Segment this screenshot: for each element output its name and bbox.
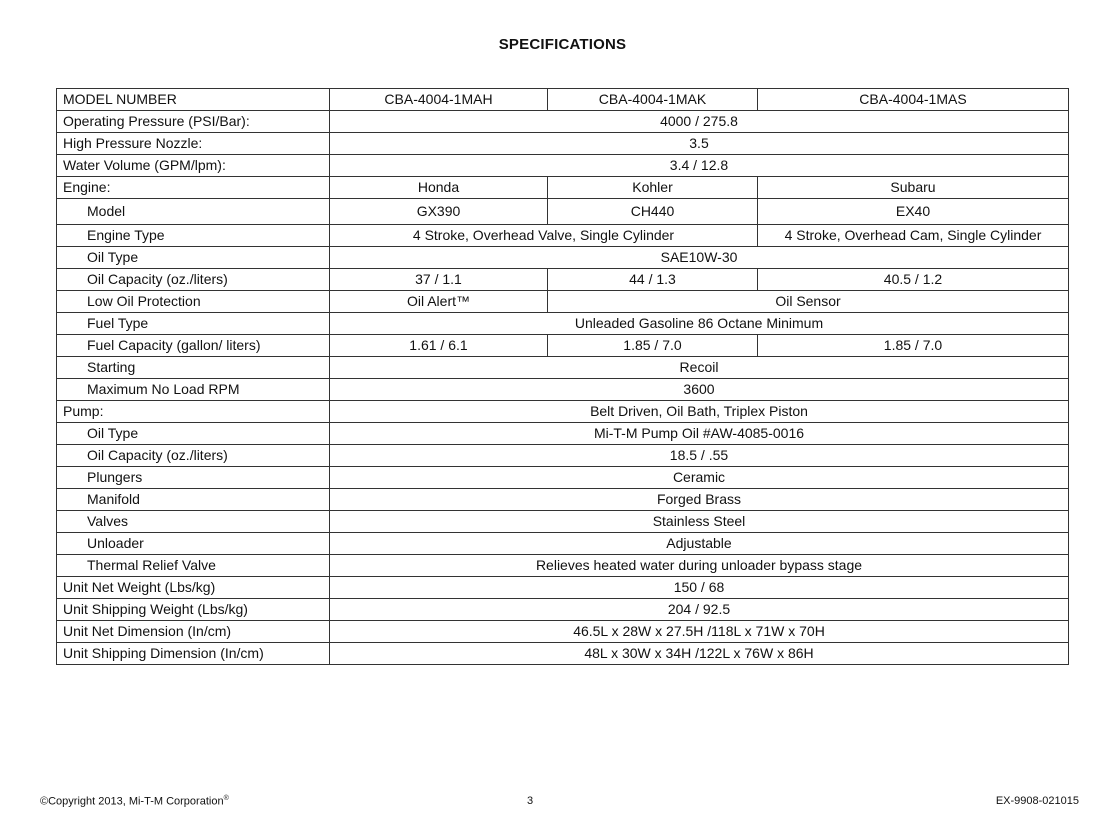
row-label: Operating Pressure (PSI/Bar): xyxy=(57,111,330,133)
row-value: 204 / 92.5 xyxy=(330,599,1069,621)
row-label: Thermal Relief Valve xyxy=(57,555,330,577)
table-header-row xyxy=(57,89,1069,111)
row-label: High Pressure Nozzle: xyxy=(57,133,330,155)
row-value: 150 / 68 xyxy=(330,577,1069,599)
row-value: Stainless Steel xyxy=(330,511,1069,533)
row-value: Belt Driven, Oil Bath, Triplex Piston xyxy=(330,401,1069,423)
row-label: Unit Shipping Weight (Lbs/kg) xyxy=(57,599,330,621)
copyright-text: ©Copyright 2013, Mi-T-M Corporation xyxy=(40,795,224,808)
model-number-header: MODEL NUMBER xyxy=(57,89,330,111)
row-label: Maximum No Load RPM xyxy=(57,379,330,401)
row-label: Oil Capacity (oz./liters) xyxy=(57,269,330,291)
table-row xyxy=(57,467,1069,489)
row-value: 1.61 / 6.1 xyxy=(330,335,548,357)
row-label: Unloader xyxy=(57,533,330,555)
row-label: Fuel Type xyxy=(57,313,330,335)
table-row xyxy=(57,313,1069,335)
table-row xyxy=(57,533,1069,555)
row-label: Model xyxy=(57,199,330,225)
table-row xyxy=(57,269,1069,291)
page-title: SPECIFICATIONS xyxy=(498,36,627,53)
row-value: Subaru xyxy=(758,177,1069,199)
row-value: Mi-T-M Pump Oil #AW-4085-0016 xyxy=(330,423,1069,445)
model-header-mah: CBA-4004-1MAH xyxy=(330,89,548,111)
row-value: GX390 xyxy=(330,199,548,225)
row-value: Honda xyxy=(330,177,548,199)
row-label: Valves xyxy=(57,511,330,533)
row-label: Unit Net Dimension (In/cm) xyxy=(57,621,330,643)
registered-mark: ® xyxy=(223,795,229,802)
row-value: 1.85 / 7.0 xyxy=(548,335,758,357)
table-row xyxy=(57,177,1069,199)
row-label: Fuel Capacity (gallon/ liters) xyxy=(57,335,330,357)
table-row xyxy=(57,379,1069,401)
row-label: Manifold xyxy=(57,489,330,511)
row-value: 44 / 1.3 xyxy=(548,269,758,291)
row-value: 37 / 1.1 xyxy=(330,269,548,291)
table-row xyxy=(57,423,1069,445)
table-row xyxy=(57,199,1069,225)
row-value: Ceramic xyxy=(330,467,1069,489)
row-label: Pump: xyxy=(57,401,330,423)
row-value: 1.85 / 7.0 xyxy=(758,335,1069,357)
table-row xyxy=(57,511,1069,533)
row-value: Recoil xyxy=(330,357,1069,379)
row-value: 46.5L x 28W x 27.5H /118L x 71W x 70H xyxy=(330,621,1069,643)
footer-document-code: EX-9908-021015 xyxy=(995,795,1079,807)
table-row xyxy=(57,643,1069,665)
row-value: 40.5 / 1.2 xyxy=(758,269,1069,291)
row-value: Kohler xyxy=(548,177,758,199)
row-value: CH440 xyxy=(548,199,758,225)
row-value: 18.5 / .55 xyxy=(330,445,1069,467)
table-row xyxy=(57,489,1069,511)
row-label: Unit Shipping Dimension (In/cm) xyxy=(57,643,330,665)
table-row xyxy=(57,555,1069,577)
table-row xyxy=(57,599,1069,621)
row-value: Adjustable xyxy=(330,533,1069,555)
row-value: 4 Stroke, Overhead Cam, Single Cylinder xyxy=(758,225,1069,247)
row-value: SAE10W-30 xyxy=(330,247,1069,269)
table-row xyxy=(57,133,1069,155)
row-value: 3.4 / 12.8 xyxy=(330,155,1069,177)
table-row xyxy=(57,247,1069,269)
specifications-table xyxy=(56,88,1069,665)
row-label: Plungers xyxy=(57,467,330,489)
row-label: Oil Type xyxy=(57,247,330,269)
row-value: 48L x 30W x 34H /122L x 76W x 86H xyxy=(330,643,1069,665)
row-value: Unleaded Gasoline 86 Octane Minimum xyxy=(330,313,1069,335)
table-row xyxy=(57,621,1069,643)
row-value: Forged Brass xyxy=(330,489,1069,511)
table-row xyxy=(57,577,1069,599)
table-row xyxy=(57,155,1069,177)
row-value: 4 Stroke, Overhead Valve, Single Cylinder xyxy=(330,225,758,247)
model-header-mak: CBA-4004-1MAK xyxy=(548,89,758,111)
row-value: Oil Alert™ xyxy=(330,291,548,313)
model-header-mas: CBA-4004-1MAS xyxy=(758,89,1069,111)
footer-page-number: 3 xyxy=(526,795,534,807)
row-label: Oil Type xyxy=(57,423,330,445)
table-row xyxy=(57,445,1069,467)
table-row xyxy=(57,225,1069,247)
row-label: Water Volume (GPM/lpm): xyxy=(57,155,330,177)
table-row xyxy=(57,401,1069,423)
row-label: Engine Type xyxy=(57,225,330,247)
table-row xyxy=(57,111,1069,133)
row-value: Relieves heated water during unloader bypass stage xyxy=(330,555,1069,577)
row-value: Oil Sensor xyxy=(548,291,1069,313)
table-row xyxy=(57,357,1069,379)
row-value: 3600 xyxy=(330,379,1069,401)
table-row xyxy=(57,335,1069,357)
row-label: Starting xyxy=(57,357,330,379)
row-value: EX40 xyxy=(758,199,1069,225)
row-value: 3.5 xyxy=(330,133,1069,155)
row-label: Oil Capacity (oz./liters) xyxy=(57,445,330,467)
row-label: Unit Net Weight (Lbs/kg) xyxy=(57,577,330,599)
row-label: Engine: xyxy=(57,177,330,199)
table-row xyxy=(57,291,1069,313)
row-value: 4000 / 275.8 xyxy=(330,111,1069,133)
row-label: Low Oil Protection xyxy=(57,291,330,313)
